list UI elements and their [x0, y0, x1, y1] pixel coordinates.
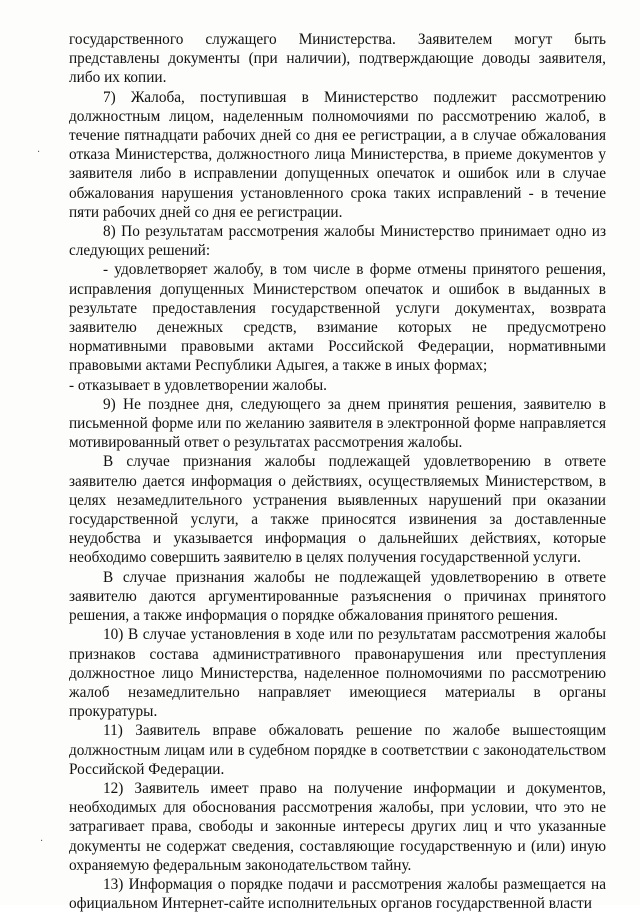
- scan-speck-mark: ·: [37, 147, 41, 158]
- paragraph-continuation: государственного служащего Министерства. Заявителем могут быть представлены документы (при наличии), подтверждающие доводы заявителя, либо их копии.: [69, 31, 606, 87]
- decision-option-refuse: - отказывает в удовлетворении жалобы.: [69, 376, 328, 394]
- paragraph-item-13: 13) Информация о порядке подачи и рассмотрения жалобы размещается на официальном Интернет-сайте исполнительных органов государственной власти: [69, 875, 606, 913]
- paragraph-unsatisfied-case: В случае признания жалобы не подлежащей удовлетворению в ответе заявителю даются аргументированные разъяснения о причинах принятого решения, а также информация о порядке обжалования принятого решения.: [69, 568, 606, 625]
- paragraph-item-8: 8) По результатам рассмотрения жалобы Министерство принимает одно из следующих решений:: [69, 223, 606, 260]
- decision-option-satisfy: - удовлетворяет жалобу, в том числе в форме отмены принятого решения, исправления допущенных Министерством опечаток и ошибок в выданных в результате предоставления государственной услуги документах, возврата заявителю денежных средств, взимание которых не предусмотрено нормативными правовыми актами Российской Федерации, нормативными правовыми актами Республики Адыгея, а также в иных формах;: [69, 261, 606, 375]
- paragraph-item-9: 9) Не позднее дня, следующего за днем принятия решения, заявителю в письменной форме или по желанию заявителя в электронной форме направляется мотивированный ответ о результатах рассмотрения жалобы.: [69, 395, 606, 452]
- document-body: [69, 30, 606, 913]
- paragraph-satisfied-case: В случае признания жалобы подлежащей удовлетворению в ответе заявителю дается информация о действиях, осуществляемых Министерством, в целях незамедлительного устранения выявленных нарушений при оказании государственной услуги, а также приносятся извинения за доставленные неудобства и указывается информация о дальнейших действиях, которые необходимо совершить заявителю в целях получения государственной услуги.: [69, 453, 606, 567]
- scan-speck-mark: ·: [40, 836, 44, 847]
- paragraph-item-10: 10) В случае установления в ходе или по результатам рассмотрения жалобы признаков состава административного правонарушения или преступления должностное лицо Министерства, наделенное полномочиями по рассмотрению жалоб незамедлительно направляет имеющиеся материалы в органы прокуратуры.: [69, 626, 606, 721]
- paragraph-item-11: 11) Заявитель вправе обжаловать решение по жалобе вышестоящим должностным лицам или в судебном порядке в соответствии с законодательством Российской Федерации.: [69, 722, 606, 778]
- paragraph-item-7: 7) Жалоба, поступившая в Министерство подлежит рассмотрению должностным лицом, наделенным полномочиями по рассмотрению жалоб, в течение пятнадцати рабочих дней со дня ее регистрации, а в случае обжалования отказа Министерства, должностного лица Министерства, в приеме документов у заявителя либо в исправлении допущенных опечаток и ошибок или в случае обжалования нарушения установленного срока таких исправлений - в течение пяти рабочих дней со дня ее регистрации.: [69, 88, 606, 221]
- paragraph-item-12: 12) Заявитель имеет право на получение информации и документов, необходимых для обоснования рассмотрения жалобы, при условии, что это не затрагивает права, свободы и законные интересы других лиц и что указанные документы не содержат сведения, составляющие государственную и (или) иную охраняемую федеральным законодательством тайну.: [69, 779, 606, 874]
